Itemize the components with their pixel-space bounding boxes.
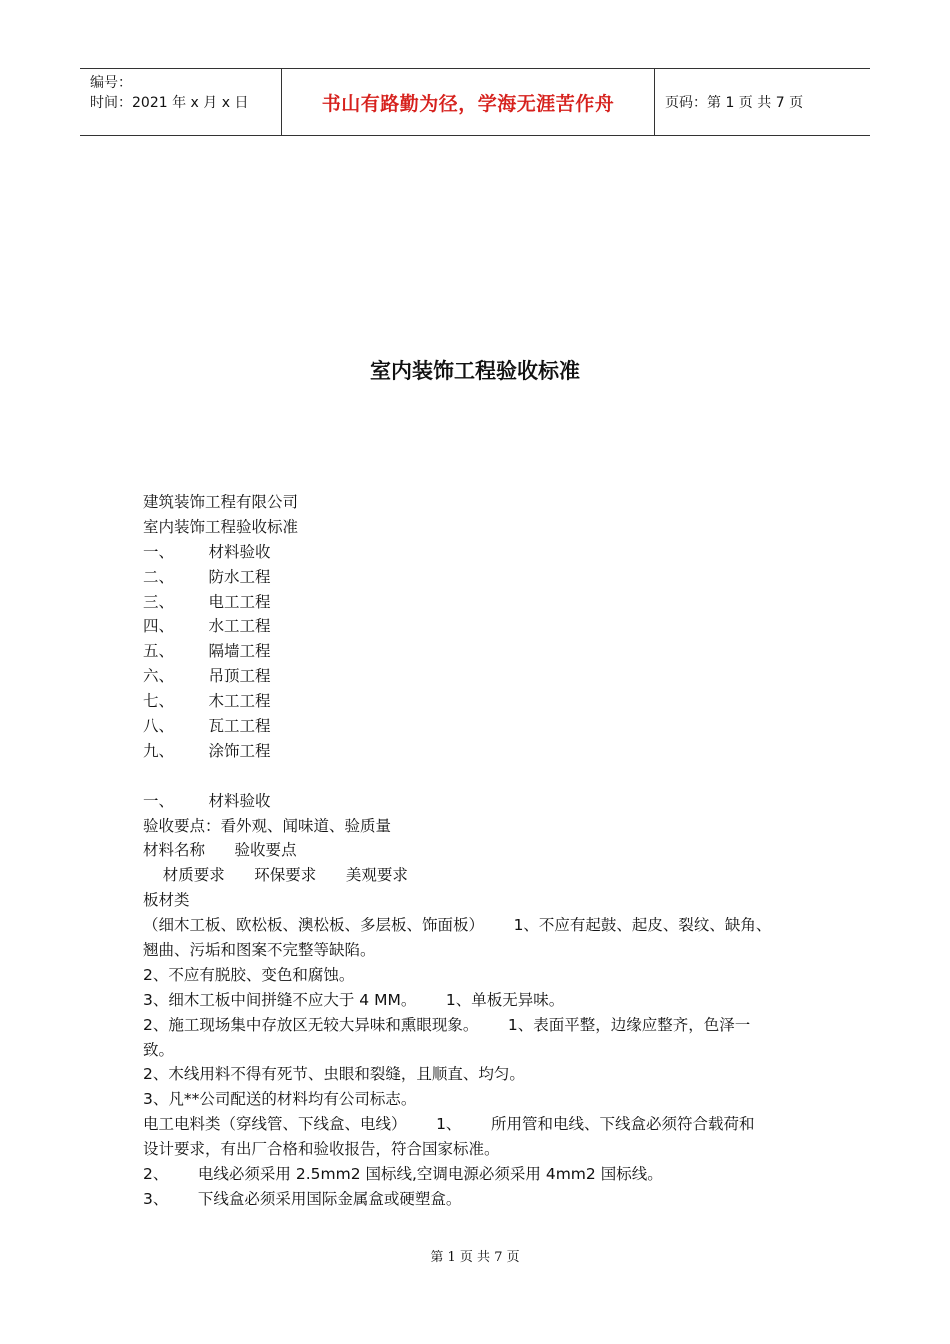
time-label: 时间：2021 年 x 月 x 日 (90, 95, 249, 111)
header-meta (80, 69, 282, 135)
body-text (143, 490, 833, 1212)
body-line: （细木工板、欧松板、澳松板、多层板、饰面板） 1、不应有起鼓、起皮、裂纹、缺角、 (143, 916, 772, 935)
body-line: 板材类 (143, 891, 190, 910)
body-line: 翘曲、污垢和图案不完整等缺陷。 (143, 941, 376, 960)
body-line: 3、 下线盒必须采用国际金属盒或硬塑盒。 (143, 1189, 462, 1208)
body-line: 电工电料类（穿线管、下线盒、电线） 1、 所用管和电线、下线盒必须符合载荷和 (143, 1115, 755, 1134)
body-line: 验收要点：看外观、闻味道、验质量 (143, 816, 392, 835)
body-line: 室内装饰工程验收标准 (143, 517, 299, 536)
body-line: 材料名称 验收要点 (143, 841, 297, 860)
motto: 书山有路勤为径，学海无涯苦作舟 (321, 92, 615, 115)
body-line (143, 764, 833, 789)
body-line: 材质要求 环保要求 美观要求 (143, 866, 408, 885)
body-line: 3、细木工板中间拼缝不应大于 4 MM。 1、单板无异味。 (143, 990, 565, 1009)
body-line: 五、 隔墙工程 (143, 642, 271, 661)
page-footer: 第 1 页 共 7 页 (430, 1250, 520, 1265)
header-motto-cell (282, 69, 655, 135)
body-line: 2、不应有脱胶、变色和腐蚀。 (143, 965, 355, 984)
body-line: 一、 材料验收 (143, 542, 271, 561)
body-line: 八、 瓦工工程 (143, 717, 271, 736)
body-line: 3、凡**公司配送的材料均有公司标志。 (143, 1090, 417, 1109)
body-line: 设计要求，有出厂合格和验收报告，符合国家标准。 (143, 1140, 500, 1159)
body-line: 四、 水工工程 (143, 617, 271, 636)
document-title: 室内装饰工程验收标准 (370, 359, 580, 383)
body-line: 七、 木工工程 (143, 692, 271, 711)
body-line: 二、 防水工程 (143, 567, 271, 586)
body-line: 建筑装饰工程有限公司 (143, 493, 299, 511)
header-table (80, 68, 870, 136)
body-line: 2、 电线必须采用 2.5mm2 国标线,空调电源必须采用 4mm2 国标线。 (143, 1165, 663, 1184)
body-line: 六、 吊顶工程 (143, 667, 271, 686)
body-line: 一、 材料验收 (143, 791, 271, 810)
number-label: 编号： (90, 75, 132, 91)
body-line: 九、 涂饰工程 (143, 741, 271, 760)
body-line: 2、施工现场集中存放区无较大异味和熏眼现象。 1、表面平整，边缘应整齐，色泽一 (143, 1015, 751, 1034)
body-line: 致。 (143, 1040, 175, 1059)
body-line: 2、木线用料不得有死节、虫眼和裂缝，且顺直、均匀。 (143, 1065, 525, 1084)
header-page-info: 页码：第 1 页 共 7 页 (665, 95, 804, 111)
body-line: 三、 电工工程 (143, 592, 271, 611)
